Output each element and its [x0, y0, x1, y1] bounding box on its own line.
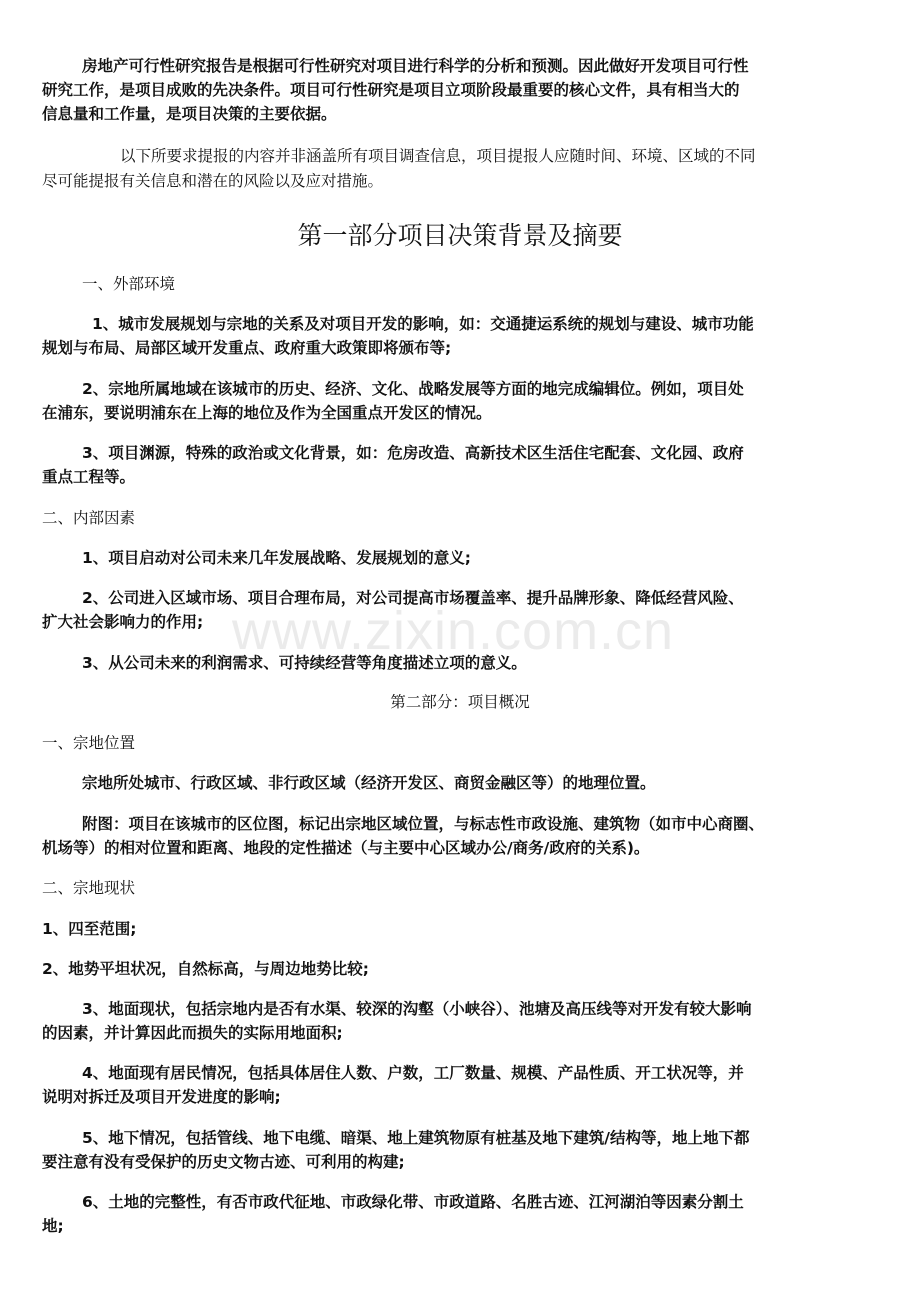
intro-p1-line3: 信息量和工作量，是项目决策的主要依据。	[42, 105, 337, 123]
intro-p2-line2: 尽可能提报有关信息和潜在的风险以及应对措施。	[42, 172, 384, 190]
intro-p1-line2: 研究工作，是项目成败的先决条件。项目可行性研究是项目立项阶段最重要的核心文件，具有相当大的	[42, 81, 740, 99]
part2-status-item5-line1: 5、地下情况，包括管线、地下电缆、暗渠、地上建筑物原有桩基及地下建筑/结构等，地上地下都	[82, 1129, 750, 1147]
watermark: www.zixin.com.cn	[232, 601, 675, 661]
part2-section1-title: 一、宗地位置	[42, 734, 136, 752]
part1-section2-title: 二、内部因素	[42, 509, 136, 527]
part2-status-item3-line2: 的因素，并计算因此而损失的实际用地面积;	[42, 1024, 343, 1042]
part2-location-map-line1: 附图：项目在该城市的区位图，标记出宗地区域位置，与标志性市政设施、建筑物（如市中心商圈、	[82, 815, 765, 833]
intro-p2-line1: 以下所要求提报的内容并非涵盖所有项目调查信息，项目提报人应随时间、环境、区域的不同	[120, 147, 756, 165]
part2-status-item3-line1: 3、地面现状，包括宗地内是否有水渠、较深的沟壑（小峡谷）、池塘及高压线等对开发有较大影响	[82, 1000, 752, 1018]
part1-title: 第一部分项目决策背景及摘要	[297, 221, 623, 250]
part1-item6: 3、从公司未来的利润需求、可持续经营等角度描述立项的意义。	[82, 654, 527, 672]
part2-location-map-line2: 机场等）的相对位置和距离、地段的定性描述（与主要中心区域办公/商务/政府的关系)。	[42, 839, 650, 857]
part1-item4: 1、项目启动对公司未来几年发展战略、发展规划的意义;	[82, 549, 471, 567]
part1-item3-line2: 重点工程等。	[42, 468, 136, 486]
part2-title: 第二部分：项目概况	[390, 693, 530, 711]
part1-section1-title: 一、外部环境	[82, 275, 176, 293]
part2-location-text: 宗地所处城市、行政区域、非行政区域（经济开发区、商贸金融区等）的地理位置。	[82, 774, 656, 792]
part2-status-item5-line2: 要注意有没有受保护的历史文物古迹、可利用的构建;	[42, 1153, 405, 1171]
part2-status-item6-line2: 地;	[42, 1217, 64, 1235]
part1-item5-line1: 2、公司进入区域市场、项目合理布局，对公司提高市场覆盖率、提升品牌形象、降低经营风险、	[82, 589, 744, 607]
part1-item2-line2: 在浦东，要说明浦东在上海的地位及作为全国重点开发区的情况。	[42, 404, 492, 422]
part1-item5-line2: 扩大社会影响力的作用;	[42, 613, 204, 631]
part1-item2-line1: 2、宗地所属地域在该城市的历史、经济、文化、战略发展等方面的地完成编辑位。例如，项目处	[82, 380, 744, 398]
part2-section2-title: 二、宗地现状	[42, 879, 136, 897]
intro-p1-line1: 房地产可行性研究报告是根据可行性研究对项目进行科学的分析和预测。因此做好开发项目可行性	[82, 57, 749, 75]
part2-status-item4-line2: 说明对拆迁及项目开发进度的影响;	[42, 1088, 281, 1106]
part2-status-item1: 1、四至范围;	[42, 920, 137, 938]
part2-status-item2: 2、地势平坦状况，自然标高，与周边地势比较;	[42, 960, 369, 978]
part2-status-item4-line1: 4、地面现有居民情况，包括具体居住人数、户数，工厂数量、规模、产品性质、开工状况等，并	[82, 1064, 744, 1082]
part1-item3-line1: 3、项目渊源，特殊的政治或文化背景，如：危房改造、高新技术区生活住宅配套、文化园、政府	[82, 444, 744, 462]
part2-status-item6-line1: 6、土地的完整性，有否市政代征地、市政绿化带、市政道路、名胜古迹、江河湖泊等因素分割土	[82, 1193, 744, 1211]
part1-item1-line1: 1、城市发展规划与宗地的关系及对项目开发的影响，如：交通捷运系统的规划与建设、城市功能	[92, 315, 754, 333]
part1-item1-line2: 规划与布局、局部区域开发重点、政府重大政策即将颁布等;	[42, 339, 452, 357]
